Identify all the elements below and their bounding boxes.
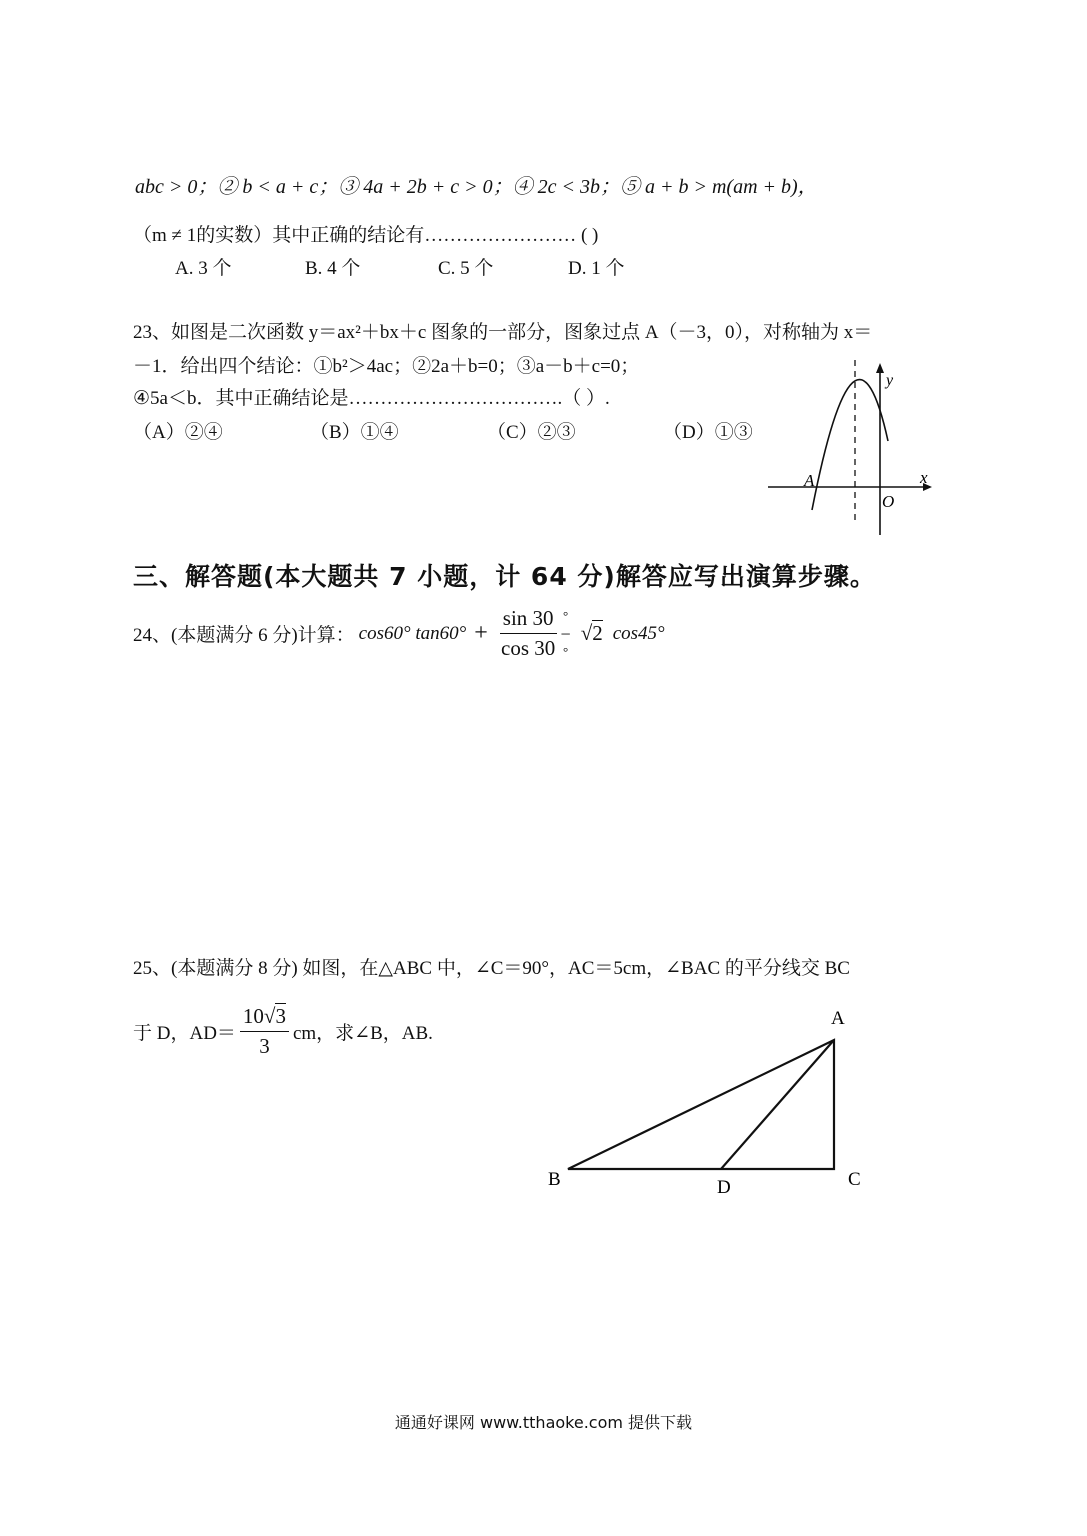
- q24-fraction: [500, 606, 557, 661]
- q22-option-d: D. 1 个: [568, 258, 625, 279]
- q23-line1: 23、如图是二次函数 y＝ax²＋bx＋c 图象的一部分，图象过点 A（－3，0），对称轴为 x＝: [133, 322, 873, 343]
- q25-frac-den: 3: [259, 1034, 270, 1058]
- q25-frac-coeff: 10: [242, 1004, 264, 1028]
- q23-option-a: （A）②④: [133, 422, 223, 443]
- q25-prefix: 于 D，AD＝: [133, 1023, 236, 1044]
- q25-fraction: $\frac{10√3}{3}$: [240, 1004, 289, 1059]
- q22-option-c: C. 5 个: [438, 258, 494, 279]
- q24-sqrt: √2: [580, 621, 603, 645]
- q23-option-d: （D）①③: [663, 422, 753, 443]
- q22-conditions: abc > 0；② b < a + c；③ 4a + 2b + c > 0；④ 2c < 3b；⑤ a + b > m(am + b)，: [135, 176, 818, 198]
- y-label: y: [886, 372, 894, 389]
- q24-plus: +: [474, 620, 488, 646]
- bisector-ad: [721, 1040, 834, 1169]
- x-label: x: [920, 468, 928, 487]
- q23-option-b: （B）①④: [310, 422, 399, 443]
- section3-heading: 三、解答题(本大题共 7 小题，计 64 分)解答应写出演算步骤。: [133, 562, 876, 591]
- parabola-curve: [812, 380, 888, 510]
- origin-label: O: [882, 492, 895, 511]
- point-d-label: D: [717, 1177, 731, 1198]
- q23-line3: ④5a＜b．其中正确结论是…………………………….（ ）.: [133, 388, 610, 409]
- q23-line2: －1．给出四个结论：①b²＞4ac；②2a＋b=0；③a－b＋c=0；: [133, 356, 640, 377]
- q24-degree-bottom: °: [563, 643, 569, 659]
- triangle-figure: [540, 1000, 880, 1210]
- q25-line2: [133, 1004, 433, 1059]
- point-a-label: A: [804, 471, 815, 490]
- q24-expression: [133, 606, 665, 661]
- triangle-abc: [568, 1040, 834, 1169]
- q25-suffix: cm，求∠B，AB.: [292, 1023, 433, 1044]
- q22-question: （m ≠ 1的实数）其中正确的结论有…………………… ( ): [133, 225, 599, 246]
- q24-frac-den: cos 30: [501, 636, 556, 660]
- q24-degree-top: °: [563, 607, 569, 623]
- q24-term1: cos60° tan60°: [358, 622, 467, 644]
- q24-minus: −: [560, 623, 571, 644]
- parabola-graph: [760, 355, 960, 545]
- q25-line1: 25、(本题满分 8 分) 如图，在△ABC 中，∠C＝90°，AC＝5cm，∠BAC 的平分线交 BC: [133, 958, 850, 979]
- vertex-b-label: B: [548, 1169, 561, 1190]
- vertex-c-label: C: [848, 1169, 861, 1190]
- q25-frac-root: 3: [275, 1004, 286, 1028]
- q22-option-a: A. 3 个: [175, 258, 232, 279]
- page-footer: 通通好课网 www.tthaoke.com 提供下载: [394, 1413, 693, 1432]
- vertex-a-label: A: [831, 1008, 845, 1029]
- q23-option-c: （C）②③: [487, 422, 576, 443]
- q24-term3: cos45°: [612, 622, 665, 644]
- y-axis-arrow: [876, 363, 884, 373]
- q22-option-b: B. 4 个: [305, 258, 361, 279]
- q24-prefix: 24、(本题满分 6 分)计算：: [133, 625, 355, 646]
- q24-frac-num: sin 30: [500, 606, 557, 634]
